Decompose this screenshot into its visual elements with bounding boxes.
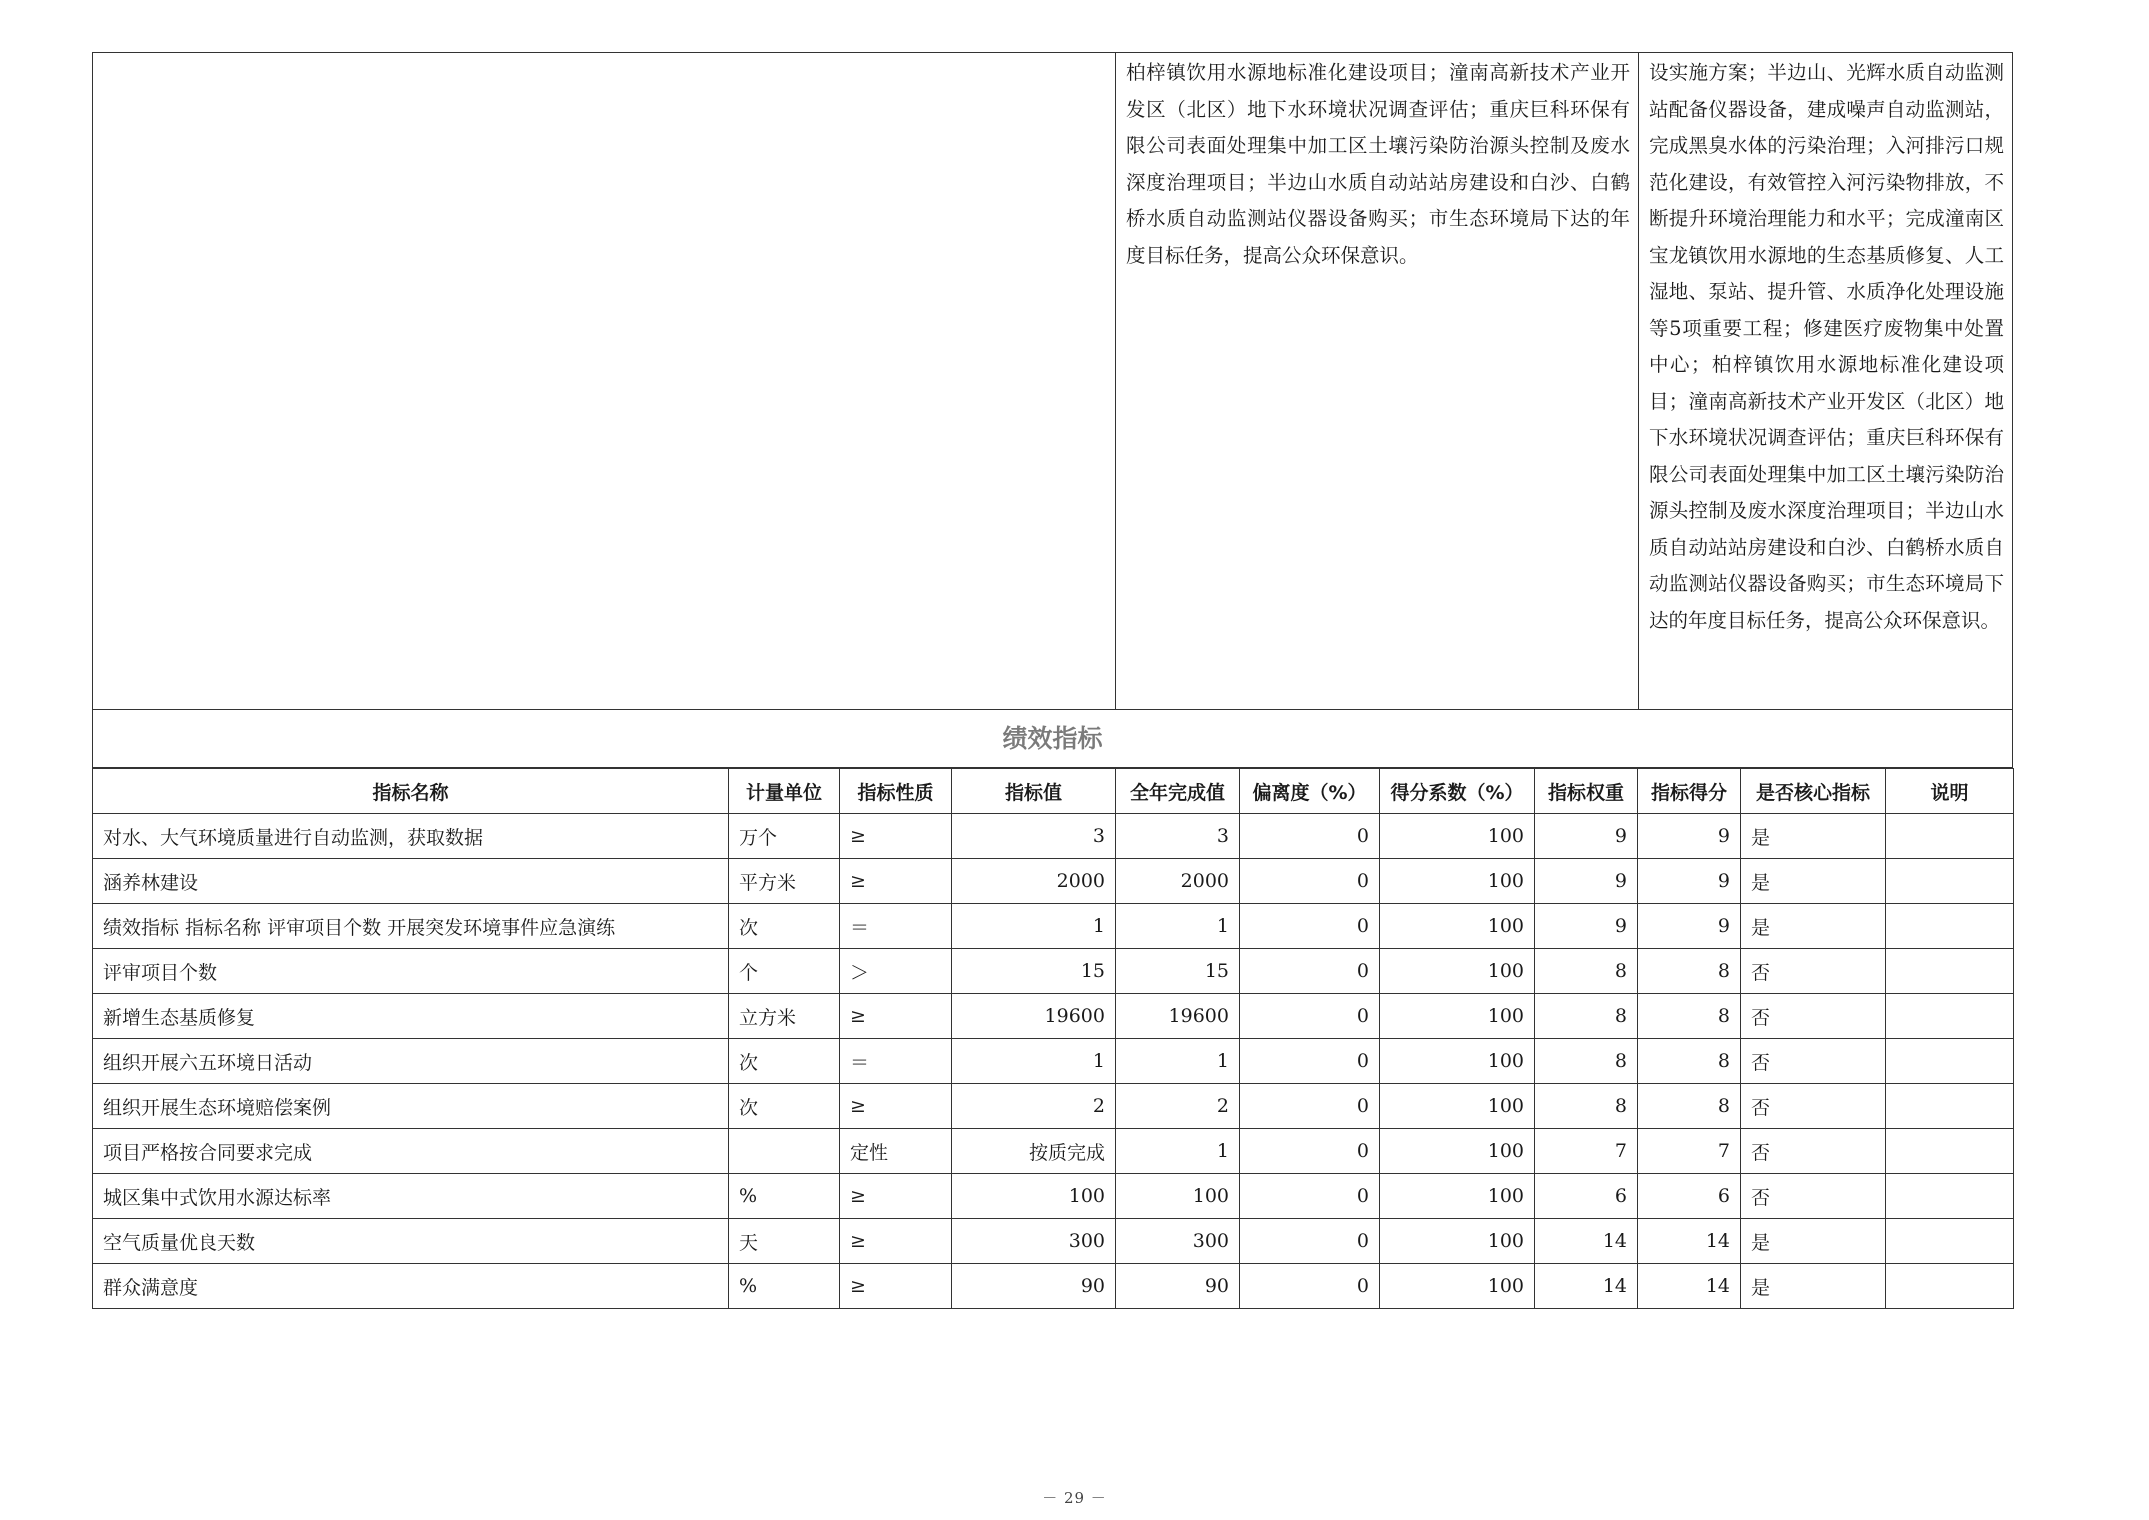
header-core: 是否核心指标 [1741,769,1886,814]
cell-actual: 300 [1116,1219,1240,1264]
cell-core: 是 [1741,1219,1886,1264]
cell-coefficient: 100 [1380,1174,1535,1219]
cell-nature: ≥ [840,1264,952,1309]
cell-score: 7 [1638,1129,1741,1174]
cell-target: 3 [952,814,1116,859]
cell-note [1886,949,2014,994]
cell-name: 群众满意度 [93,1264,729,1309]
cell-unit: 个 [729,949,840,994]
cell-target: 1 [952,904,1116,949]
cell-unit: 次 [729,1084,840,1129]
cell-unit: 万个 [729,814,840,859]
cell-name: 新增生态基质修复 [93,994,729,1039]
cell-coefficient: 100 [1380,1039,1535,1084]
cell-note [1886,994,2014,1039]
cell-coefficient: 100 [1380,1264,1535,1309]
cell-target: 100 [952,1174,1116,1219]
cell-actual: 1 [1116,1129,1240,1174]
cell-score: 8 [1638,949,1741,994]
cell-score: 9 [1638,814,1741,859]
annual-goal-text: 柏梓镇饮用水源地标准化建设项目；潼南高新技术产业开发区（北区）地下水环境状况调查评估；重庆巨科环保有限公司表面处理集中加工区土壤污染防治源头控制及废水深度治理项目；半边山水质自动站站房建设和白沙、白鹤桥水质自动监测站仪器设备购买；市生态环境局下达的年度目标任务，提高公众环保意识。 [1126,61,1630,267]
cell-actual: 15 [1116,949,1240,994]
table-row [93,1039,2014,1084]
cell-deviation: 0 [1240,1174,1380,1219]
cell-target: 2 [952,1084,1116,1129]
table-row [93,949,2014,994]
table-row [93,994,2014,1039]
cell-deviation: 0 [1240,1264,1380,1309]
cell-target: 90 [952,1264,1116,1309]
cell-note [1886,1084,2014,1129]
table-row [93,1129,2014,1174]
cell-name: 组织开展六五环境日活动 [93,1039,729,1084]
cell-name: 评审项目个数 [93,949,729,994]
cell-coefficient: 100 [1380,1219,1535,1264]
cell-weight: 7 [1535,1129,1638,1174]
cell-target: 1 [952,1039,1116,1084]
cell-actual: 90 [1116,1264,1240,1309]
cell-name: 绩效指标 指标名称 评审项目个数 开展突发环境事件应急演练 [93,904,729,949]
cell-score: 14 [1638,1264,1741,1309]
cell-unit: 立方米 [729,994,840,1039]
cell-deviation: 0 [1240,814,1380,859]
table-row [93,1219,2014,1264]
annual-goal-cell [1116,53,1639,709]
cell-nature: ＝ [840,904,952,949]
header-unit: 计量单位 [729,769,840,814]
cell-name: 城区集中式饮用水源达标率 [93,1174,729,1219]
cell-unit: 平方米 [729,859,840,904]
cell-nature: ＞ [840,949,952,994]
cell-deviation: 0 [1240,1219,1380,1264]
cell-coefficient: 100 [1380,1129,1535,1174]
table-row [93,1264,2014,1309]
cell-coefficient: 100 [1380,859,1535,904]
cell-weight: 6 [1535,1174,1638,1219]
header-nature: 指标性质 [840,769,952,814]
page-number: － 29 － [1042,1489,1107,1507]
cell-coefficient: 100 [1380,949,1535,994]
cell-coefficient: 100 [1380,994,1535,1039]
cell-core: 否 [1741,994,1886,1039]
cell-weight: 8 [1535,1084,1638,1129]
header-target: 指标值 [952,769,1116,814]
cell-core: 否 [1741,949,1886,994]
cell-core: 否 [1741,1129,1886,1174]
cell-core: 是 [1741,859,1886,904]
cell-nature: ≥ [840,859,952,904]
cell-deviation: 0 [1240,949,1380,994]
cell-name: 空气质量优良天数 [93,1219,729,1264]
cell-name: 涵养林建设 [93,859,729,904]
cell-coefficient: 100 [1380,904,1535,949]
cell-core: 否 [1741,1039,1886,1084]
cell-deviation: 0 [1240,1129,1380,1174]
cell-weight: 14 [1535,1219,1638,1264]
cell-weight: 14 [1535,1264,1638,1309]
cell-note [1886,904,2014,949]
cell-target: 300 [952,1219,1116,1264]
cell-nature: ≥ [840,1219,952,1264]
cell-actual: 19600 [1116,994,1240,1039]
cell-core: 否 [1741,1174,1886,1219]
cell-deviation: 0 [1240,1039,1380,1084]
cell-core: 是 [1741,1264,1886,1309]
table-row [93,1174,2014,1219]
cell-actual: 2 [1116,1084,1240,1129]
table-row [93,904,2014,949]
header-actual: 全年完成值 [1116,769,1240,814]
cell-target: 19600 [952,994,1116,1039]
cell-note [1886,1174,2014,1219]
project-content-block [92,52,2013,710]
cell-score: 14 [1638,1219,1741,1264]
cell-score: 8 [1638,1039,1741,1084]
cell-nature: ≥ [840,1084,952,1129]
cell-deviation: 0 [1240,904,1380,949]
cell-nature: ＝ [840,1039,952,1084]
cell-note [1886,1129,2014,1174]
table-row [93,859,2014,904]
cell-score: 6 [1638,1174,1741,1219]
table-row [93,814,2014,859]
cell-core: 是 [1741,904,1886,949]
table-row [93,1084,2014,1129]
cell-unit: % [729,1264,840,1309]
cell-core: 否 [1741,1084,1886,1129]
cell-actual: 2000 [1116,859,1240,904]
cell-name: 对水、大气环境质量进行自动监测，获取数据 [93,814,729,859]
cell-nature: ≥ [840,814,952,859]
cell-nature: ≥ [840,994,952,1039]
cell-coefficient: 100 [1380,814,1535,859]
section-title: 绩效指标 [92,710,2013,768]
cell-weight: 9 [1535,814,1638,859]
cell-unit [729,1129,840,1174]
cell-nature: 定性 [840,1129,952,1174]
table-header-row [93,769,2014,814]
cell-unit: 次 [729,904,840,949]
cell-score: 9 [1638,859,1741,904]
cell-score: 9 [1638,904,1741,949]
cell-note [1886,1264,2014,1309]
cell-target: 15 [952,949,1116,994]
cell-weight: 9 [1535,904,1638,949]
header-name: 指标名称 [93,769,729,814]
header-weight: 指标权重 [1535,769,1638,814]
cell-weight: 8 [1535,994,1638,1039]
header-score: 指标得分 [1638,769,1741,814]
cell-unit: % [729,1174,840,1219]
cell-actual: 3 [1116,814,1240,859]
performance-table [92,768,2014,1309]
header-note: 说明 [1886,769,2014,814]
cell-actual: 100 [1116,1174,1240,1219]
cell-target: 按质完成 [952,1129,1116,1174]
cell-note [1886,814,2014,859]
cell-core: 是 [1741,814,1886,859]
cell-unit: 次 [729,1039,840,1084]
cell-deviation: 0 [1240,994,1380,1039]
cell-coefficient: 100 [1380,1084,1535,1129]
empty-cell [93,53,1116,709]
cell-deviation: 0 [1240,1084,1380,1129]
cell-unit: 天 [729,1219,840,1264]
cell-score: 8 [1638,994,1741,1039]
cell-nature: ≥ [840,1174,952,1219]
cell-actual: 1 [1116,904,1240,949]
cell-note [1886,1039,2014,1084]
cell-actual: 1 [1116,1039,1240,1084]
cell-note [1886,1219,2014,1264]
cell-weight: 9 [1535,859,1638,904]
cell-name: 项目严格按合同要求完成 [93,1129,729,1174]
cell-score: 8 [1638,1084,1741,1129]
actual-completion-cell [1639,53,2012,709]
actual-completion-text: 设实施方案；半边山、光辉水质自动监测站配备仪器设备，建成噪声自动监测站，完成黑臭水体的污染治理；入河排污口规范化建设，有效管控入河污染物排放，不断提升环境治理能力和水平；完成潼南区宝龙镇饮用水源地的生态基质修复、人工湿地、泵站、提升管、水质净化处理设施等5项重要工程；修建医疗废物集中处置中心；柏梓镇饮用水源地标准化建设项目；潼南高新技术产业开发区（北区）地下水环境状况调查评估；重庆巨科环保有限公司表面处理集中加工区土壤污染防治源头控制及废水深度治理项目；半边山水质自动站站房建设和白沙、白鹤桥水质自动监测站仪器设备购买；市生态环境局下达的年度目标任务，提高公众环保意识。 [1649,61,2004,632]
header-coefficient: 得分系数（%） [1380,769,1535,814]
cell-deviation: 0 [1240,859,1380,904]
cell-weight: 8 [1535,949,1638,994]
header-deviation: 偏离度（%） [1240,769,1380,814]
cell-name: 组织开展生态环境赔偿案例 [93,1084,729,1129]
cell-note [1886,859,2014,904]
cell-weight: 8 [1535,1039,1638,1084]
cell-target: 2000 [952,859,1116,904]
